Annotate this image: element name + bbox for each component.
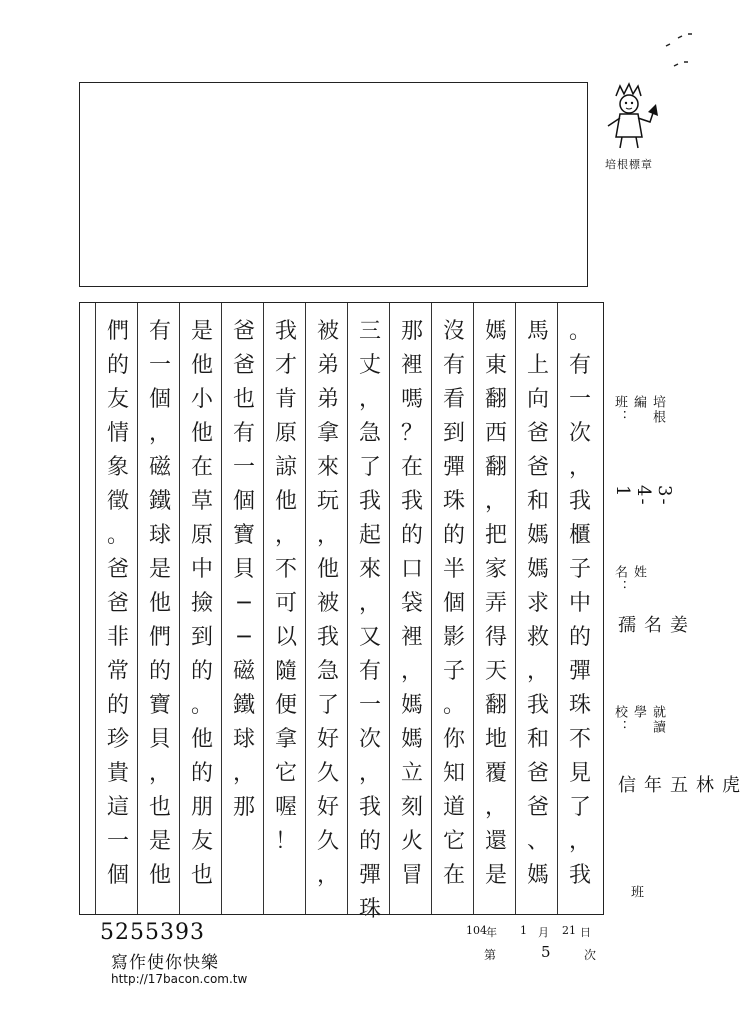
essay-character: 中 (190, 557, 213, 582)
essay-character: 我 (358, 795, 381, 820)
essay-column (389, 303, 435, 914)
essay-character: ─ (237, 591, 251, 616)
essay-character: 徵 (106, 489, 129, 514)
essay-character: 我 (316, 625, 339, 650)
essay-character: ， (274, 523, 297, 548)
essay-character: 貝 (232, 557, 255, 582)
essay-character: 。 (442, 693, 465, 718)
essay-character: 被 (316, 591, 339, 616)
essay-character: 一 (358, 693, 381, 718)
essay-character: 有 (568, 353, 591, 378)
essay-column (305, 303, 351, 914)
essay-character: 媽 (400, 727, 423, 752)
essay-character: ， (316, 863, 339, 888)
essay-character: 我 (274, 319, 297, 344)
essay-character: ， (232, 761, 255, 786)
essay-character: 半 (442, 557, 465, 582)
essay-character: 天 (484, 659, 507, 684)
essay-character: 在 (442, 863, 465, 888)
school-label: 就讀學校： (612, 705, 665, 735)
essay-character: 球 (232, 727, 255, 752)
essay-character: 它 (274, 761, 297, 786)
essay-character: 求 (526, 591, 549, 616)
date-month: 1 (520, 924, 527, 937)
essay-column (137, 303, 183, 914)
essay-character: 來 (358, 557, 381, 582)
essay-character: 磁 (148, 455, 171, 480)
essay-character: 他 (190, 727, 213, 752)
essay-grid (79, 302, 604, 922)
essay-character: 道 (442, 795, 465, 820)
essay-character: 常 (106, 659, 129, 684)
stamp-label: 培根標章 (605, 158, 653, 171)
essay-character: 它 (442, 829, 465, 854)
essay-character: 可 (274, 591, 297, 616)
essay-character: 們 (148, 625, 171, 650)
stamp-mascot-icon (596, 82, 662, 154)
essay-character: 中 (568, 591, 591, 616)
essay-character: 裡 (400, 625, 423, 650)
essay-character: 媽 (526, 863, 549, 888)
essay-character: 個 (148, 387, 171, 412)
essay-character: 袋 (400, 591, 423, 616)
essay-character: 媽 (526, 557, 549, 582)
essay-character: 媽 (526, 523, 549, 548)
essay-character: 肯 (274, 387, 297, 412)
essay-character: ， (358, 387, 381, 412)
bacon-stamp (596, 82, 662, 171)
footer-slogan: 寫作使你快樂 (111, 953, 219, 973)
essay-character: 拿 (316, 421, 339, 446)
essay-character: 原 (274, 421, 297, 446)
essay-character: 立 (400, 761, 423, 786)
date-year: 104 (466, 924, 487, 937)
essay-character: 的 (106, 353, 129, 378)
essay-character: 一 (106, 829, 129, 854)
essay-character: ， (526, 659, 549, 684)
essay-character: 、 (526, 829, 549, 854)
essay-character: 爸 (526, 795, 549, 820)
essay-character: 來 (316, 455, 339, 480)
essay-character: 見 (568, 761, 591, 786)
essay-column (347, 303, 393, 922)
essay-character: 弄 (484, 591, 507, 616)
class-value: 3-4-1 (612, 485, 675, 507)
essay-character: 爸 (106, 591, 129, 616)
essay-character: 嗎 (400, 387, 423, 412)
essay-character: 急 (316, 659, 339, 684)
school-value: 虎林五年信 (615, 775, 740, 795)
essay-character: 的 (568, 625, 591, 650)
essay-character: 西 (484, 421, 507, 446)
essay-character: 一 (148, 353, 171, 378)
essay-character: 得 (484, 625, 507, 650)
essay-character: 撿 (190, 591, 213, 616)
essay-character: 我 (568, 489, 591, 514)
essay-character: 丈 (358, 353, 381, 378)
essay-character: 他 (316, 557, 339, 582)
name-label: 姓名： (612, 565, 646, 595)
essay-character: 家 (484, 557, 507, 582)
column-divider (95, 303, 96, 914)
essay-character: 隨 (274, 659, 297, 684)
essay-character: 爸 (526, 455, 549, 480)
essay-character: 友 (106, 387, 129, 412)
essay-column (431, 303, 477, 914)
essay-character: 的 (400, 523, 423, 548)
essay-character: 們 (106, 319, 129, 344)
essay-character: 到 (190, 625, 213, 650)
essay-character: 個 (232, 489, 255, 514)
essay-character: 朋 (190, 795, 213, 820)
essay-character: 個 (442, 591, 465, 616)
essay-character: 球 (148, 523, 171, 548)
essay-character: 火 (400, 829, 423, 854)
essay-character: 便 (274, 693, 297, 718)
essay-character: 弟 (316, 353, 339, 378)
essay-character: 久 (316, 761, 339, 786)
essay-character: 磁 (232, 659, 255, 684)
essay-character: 非 (106, 625, 129, 650)
student-name: 姜名孺 (615, 615, 688, 635)
essay-character: 。 (106, 523, 129, 548)
essay-character: 我 (568, 863, 591, 888)
essay-character: 弟 (316, 387, 339, 412)
essay-character: 他 (148, 863, 171, 888)
essay-character: 還 (484, 829, 507, 854)
essay-character: 影 (442, 625, 465, 650)
essay-character: 諒 (274, 455, 297, 480)
essay-character: 裡 (400, 353, 423, 378)
essay-character: 的 (442, 523, 465, 548)
essay-column (557, 303, 603, 914)
essay-character: 我 (358, 489, 381, 514)
teacher-comment-box (79, 82, 588, 287)
essay-character: 他 (190, 421, 213, 446)
essay-character: 的 (106, 693, 129, 718)
essay-character: 子 (568, 557, 591, 582)
essay-character: 有 (148, 319, 171, 344)
date-day-unit: 日 (580, 926, 591, 939)
essay-character: 珠 (358, 897, 381, 922)
essay-character: 馬 (526, 319, 549, 344)
essay-character: 冒 (400, 863, 423, 888)
essay-character: 他 (190, 353, 213, 378)
essay-character: 櫃 (568, 523, 591, 548)
class-label: 培根編班： (612, 395, 665, 425)
essay-column (473, 303, 519, 914)
essay-character: ， (316, 523, 339, 548)
essay-character: 。 (190, 693, 213, 718)
essay-character: 媽 (484, 319, 507, 344)
essay-character: 草 (190, 489, 213, 514)
essay-character: 鐵 (232, 693, 255, 718)
essay-character: 那 (232, 795, 255, 820)
essay-character: 地 (484, 727, 507, 752)
class-suffix: 班 (628, 885, 643, 900)
essay-character: 又 (358, 625, 381, 650)
date-year-unit: 年 (486, 926, 497, 939)
essay-character: 子 (442, 659, 465, 684)
essay-character: 和 (526, 489, 549, 514)
essay-character: 向 (526, 387, 549, 412)
essay-character: ， (568, 829, 591, 854)
essay-character: 象 (106, 455, 129, 480)
essay-character: 的 (358, 829, 381, 854)
essay-character: 那 (400, 319, 423, 344)
essay-character: 友 (190, 829, 213, 854)
essay-character: ， (358, 591, 381, 616)
essay-character: 好 (316, 727, 339, 752)
essay-character: 不 (568, 727, 591, 752)
date-day: 21 (562, 924, 576, 937)
essay-character: 了 (358, 455, 381, 480)
pen-scratch-marks (650, 20, 710, 70)
essay-character: 是 (148, 829, 171, 854)
essay-character: 拿 (274, 727, 297, 752)
essay-column (179, 303, 225, 914)
essay-character: 救 (526, 625, 549, 650)
essay-character: 了 (316, 693, 339, 718)
essay-character: 翻 (484, 455, 507, 480)
essay-character: ？ (400, 421, 423, 446)
page-prefix: 第 (484, 948, 497, 962)
essay-character: 是 (484, 863, 507, 888)
essay-character: 知 (442, 761, 465, 786)
essay-character: 東 (484, 353, 507, 378)
essay-character: 個 (106, 863, 129, 888)
essay-character: 彈 (442, 455, 465, 480)
essay-column (221, 303, 267, 914)
essay-character: 的 (190, 761, 213, 786)
essay-character: 一 (568, 387, 591, 412)
essay-character: 翻 (484, 387, 507, 412)
essay-character: 寶 (148, 693, 171, 718)
essay-character: 媽 (400, 693, 423, 718)
essay-character: 有 (358, 659, 381, 684)
essay-character: 以 (274, 625, 297, 650)
essay-character: 爸 (232, 353, 255, 378)
essay-character: 沒 (442, 319, 465, 344)
essay-character: 小 (190, 387, 213, 412)
essay-character: 才 (274, 353, 297, 378)
essay-character: 也 (232, 387, 255, 412)
essay-character: 在 (190, 455, 213, 480)
date-month-unit: 月 (538, 926, 549, 939)
essay-character: 也 (148, 795, 171, 820)
essay-character: 情 (106, 421, 129, 446)
essay-character: 急 (358, 421, 381, 446)
essay-character: 久 (316, 829, 339, 854)
submission-number: 5255393 (100, 920, 205, 945)
essay-character: 我 (400, 489, 423, 514)
essay-character: 了 (568, 795, 591, 820)
essay-character: 不 (274, 557, 297, 582)
essay-character: 刻 (400, 795, 423, 820)
essay-character: 爸 (526, 761, 549, 786)
essay-character: ， (148, 421, 171, 446)
essay-character: 爸 (526, 421, 549, 446)
essay-character: 。 (568, 319, 591, 344)
essay-character: 你 (442, 727, 465, 752)
essay-character: 他 (274, 489, 297, 514)
essay-column (263, 303, 309, 914)
essay-character: 爸 (106, 557, 129, 582)
essay-character: 珠 (568, 693, 591, 718)
essay-character: ， (148, 761, 171, 786)
essay-character: 翻 (484, 693, 507, 718)
essay-character: 是 (148, 557, 171, 582)
essay-character: 珠 (442, 489, 465, 514)
essay-character: 喔 (274, 795, 297, 820)
essay-character: 彈 (568, 659, 591, 684)
essay-character: ， (358, 761, 381, 786)
essay-character: 原 (190, 523, 213, 548)
essay-character: 上 (526, 353, 549, 378)
essay-character: 珍 (106, 727, 129, 752)
essay-character: 覆 (484, 761, 507, 786)
essay-character: 的 (190, 659, 213, 684)
essay-character: ， (568, 455, 591, 480)
essay-character: ， (484, 489, 507, 514)
essay-character: 把 (484, 523, 507, 548)
essay-character: 我 (526, 693, 549, 718)
essay-character: 口 (400, 557, 423, 582)
essay-character: 這 (106, 795, 129, 820)
essay-character: 他 (148, 591, 171, 616)
essay-character: ─ (237, 625, 251, 650)
essay-character: 也 (190, 863, 213, 888)
essay-character: ， (484, 795, 507, 820)
essay-character: 到 (442, 421, 465, 446)
essay-character: 的 (148, 659, 171, 684)
essay-character: 寶 (232, 523, 255, 548)
essay-character: 貝 (148, 727, 171, 752)
essay-character: 爸 (232, 319, 255, 344)
essay-character: 是 (190, 319, 213, 344)
essay-character: 在 (400, 455, 423, 480)
page-number: 5 (541, 943, 551, 961)
essay-character: 起 (358, 523, 381, 548)
essay-character: 和 (526, 727, 549, 752)
essay-character: 鐵 (148, 489, 171, 514)
essay-character: ！ (274, 829, 297, 854)
essay-character: 有 (442, 353, 465, 378)
essay-character: 看 (442, 387, 465, 412)
page-suffix: 次 (584, 948, 597, 962)
essay-character: ， (400, 659, 423, 684)
essay-character: 彈 (358, 863, 381, 888)
essay-character: 玩 (316, 489, 339, 514)
essay-column (95, 303, 141, 914)
footer-url: http://17bacon.com.tw (111, 972, 248, 986)
essay-character: 有 (232, 421, 255, 446)
essay-character: 次 (568, 421, 591, 446)
essay-character: 好 (316, 795, 339, 820)
essay-character: 三 (358, 319, 381, 344)
essay-column (515, 303, 561, 914)
essay-character: 次 (358, 727, 381, 752)
essay-character: 一 (232, 455, 255, 480)
essay-character: 貴 (106, 761, 129, 786)
essay-character: 被 (316, 319, 339, 344)
